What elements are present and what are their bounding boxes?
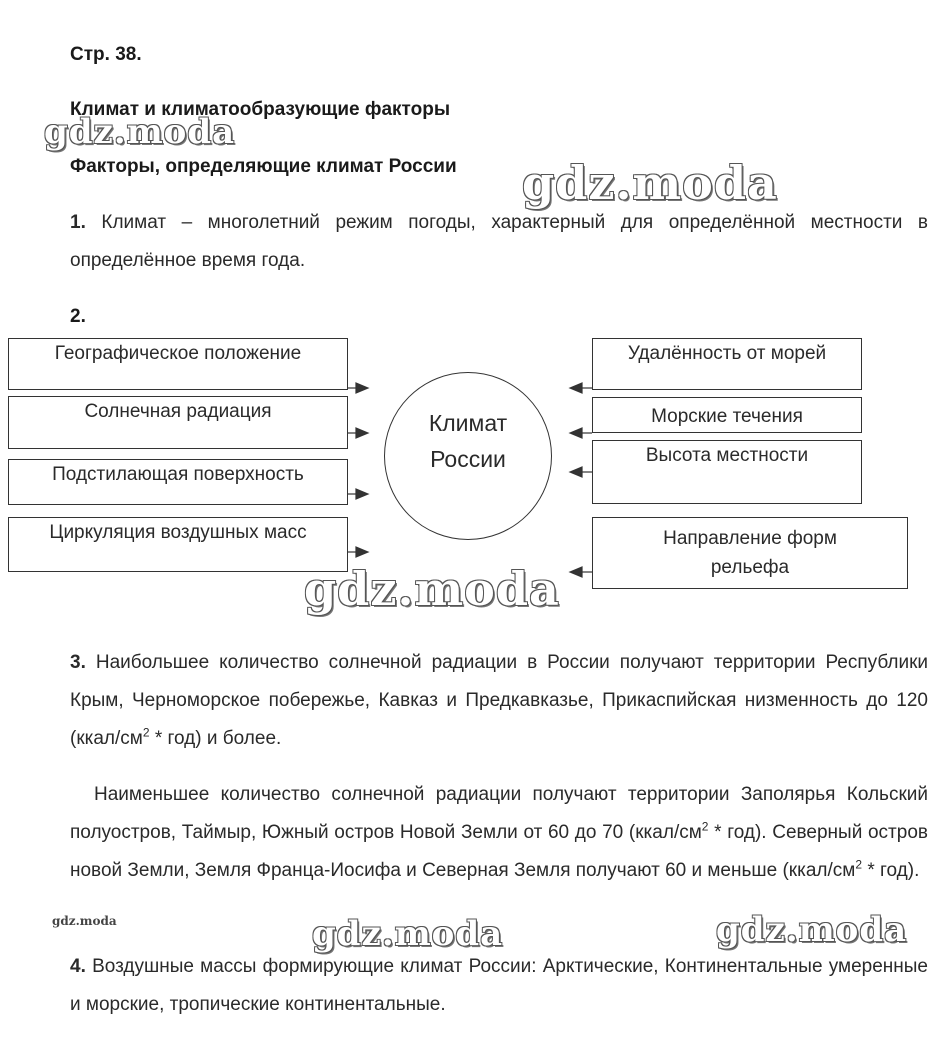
answer-3-paragraph-2	[70, 776, 928, 890]
watermark-3: gdz.moda	[304, 562, 560, 616]
arrow-left-3-head	[356, 489, 368, 499]
factor-box-left-4: Циркуляция воздушных масс	[8, 517, 348, 572]
section-title: Климат и климатообразующие факторы	[70, 99, 451, 120]
answer-4-text: Воздушные массы формирующие климат России: Арктические, Континентальные умеренные и морские, тропические континентальные.	[70, 956, 928, 1015]
arrow-right-4-head	[570, 567, 582, 577]
superscript: 2	[855, 857, 863, 872]
watermark-1: gdz.moda	[44, 112, 236, 152]
arrow-left-2-head	[356, 428, 368, 438]
factor-box-left-2: Солнечная радиация	[8, 396, 348, 449]
answer-1-number: 1.	[70, 212, 86, 233]
circle-line-2: России	[430, 446, 506, 472]
factor-box-right-2: Морские течения	[592, 397, 862, 433]
answer-3-text-b: * год) и более.	[149, 728, 282, 749]
answer-2-number: 2.	[70, 306, 86, 327]
arrow-left-1-head	[356, 383, 368, 393]
answer-3-paragraph-1	[70, 644, 928, 758]
factor-box-left-3: Подстилающая поверхность	[8, 459, 348, 505]
watermark-2: gdz.moda	[522, 156, 778, 210]
answer-3-p2-text-a: Наименьшее количество солнечной радиации получают территории Заполярья Кольский полуостров, Таймыр, Южный остров Новой Земли от 60 до 70 (ккал/см	[70, 784, 928, 843]
factor-box-right-1: Удалённость от морей	[592, 338, 862, 390]
factor-box-right-4: Направление форм рельефа	[592, 517, 908, 589]
watermark-small: gdz.moda	[52, 914, 117, 928]
factor-box-left-1: Географическое положение	[8, 338, 348, 390]
arrow-left-4-head	[356, 547, 368, 557]
answer-3-number: 3.	[70, 652, 86, 673]
watermark-4: gdz.moda	[312, 914, 504, 954]
circle-line-1: Климат	[428, 410, 508, 436]
watermark-5: gdz.moda	[716, 910, 908, 950]
answer-3-text-a: Наибольшее количество солнечной радиации в России получают территории Республики Крым, Черноморское побережье, Кавказ и Предкавказье, Прикаспийская низменность до 120 (ккал/см	[70, 652, 929, 749]
page-label: Стр. 38.	[70, 44, 142, 65]
answer-3-p2-text-b: * год). Северный остров новой Земли, Земля Франца-Иосифа и Северная Земля получают 60 и меньше (ккал/см	[70, 822, 928, 881]
arrow-right-3-head	[570, 467, 582, 477]
answer-4-number: 4.	[70, 956, 86, 977]
superscript: 2	[701, 819, 709, 834]
answer-3-p2-text-c: * год).	[862, 860, 920, 881]
answer-1-text: Климат – многолетний режим погоды, характерный для определённой местности в определённое время года.	[70, 212, 929, 271]
factor-box-right-3: Высота местности	[592, 440, 862, 504]
arrow-right-1-head	[570, 383, 582, 393]
superscript: 2	[142, 725, 150, 740]
answer-4	[70, 948, 928, 1024]
arrow-right-2-head	[570, 428, 582, 438]
section-subtitle: Факторы, определяющие климат России	[70, 156, 457, 177]
